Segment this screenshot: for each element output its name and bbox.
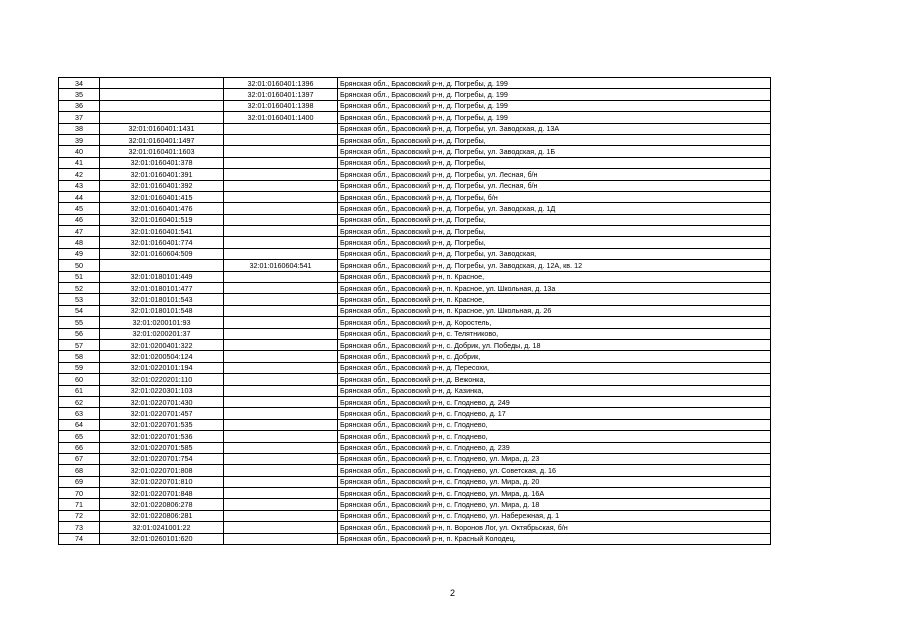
table-row — [59, 283, 771, 294]
address-cell: Брянская обл., Брасовский р-н, д. Пересохи, — [338, 362, 771, 373]
table-row — [59, 374, 771, 385]
address-cell: Брянская обл., Брасовский р-н, д. Вежонка, — [338, 374, 771, 385]
table-row — [59, 510, 771, 521]
address-cell: Брянская обл., Брасовский р-н, с. Глоднево, ул. Набережная, д. 1 — [338, 510, 771, 521]
table-row — [59, 317, 771, 328]
table-row — [59, 339, 771, 350]
related-cadastral-number-cell — [224, 533, 338, 544]
address-cell: Брянская обл., Брасовский р-н, с. Глоднево, д. 249 — [338, 396, 771, 407]
row-number-cell: 60 — [59, 374, 100, 385]
related-cadastral-number-cell — [224, 146, 338, 157]
cadastral-number-cell: 32:01:0160401:774 — [100, 237, 224, 248]
cadastral-number-cell: 32:01:0160401:1497 — [100, 134, 224, 145]
table-row — [59, 226, 771, 237]
row-number-cell: 70 — [59, 488, 100, 499]
row-number-cell: 41 — [59, 157, 100, 168]
address-cell: Брянская обл., Брасовский р-н, с. Глоднево, д. 239 — [338, 442, 771, 453]
table-row — [59, 431, 771, 442]
row-number-cell: 37 — [59, 112, 100, 123]
address-cell: Брянская обл., Брасовский р-н, п. Красное, — [338, 294, 771, 305]
row-number-cell: 72 — [59, 510, 100, 521]
row-number-cell: 73 — [59, 522, 100, 533]
address-cell: Брянская обл., Брасовский р-н, с. Добрик, — [338, 351, 771, 362]
page-number: 2 — [449, 588, 455, 598]
related-cadastral-number-cell: 32:01:0160604:541 — [224, 260, 338, 271]
related-cadastral-number-cell — [224, 419, 338, 430]
address-cell: Брянская обл., Брасовский р-н, д. Погребы, ул. Заводская, д. 1Б — [338, 146, 771, 157]
address-cell: Брянская обл., Брасовский р-н, с. Глоднево, — [338, 431, 771, 442]
row-number-cell: 39 — [59, 134, 100, 145]
related-cadastral-number-cell — [224, 248, 338, 259]
cadastral-number-cell: 32:01:0220701:810 — [100, 476, 224, 487]
cadastral-number-cell: 32:01:0220201:110 — [100, 374, 224, 385]
related-cadastral-number-cell — [224, 169, 338, 180]
cadastral-number-cell — [100, 100, 224, 111]
cadastral-number-cell: 32:01:0160401:392 — [100, 180, 224, 191]
cadastral-number-cell: 32:01:0160401:1603 — [100, 146, 224, 157]
cadastral-number-cell: 32:01:0160401:415 — [100, 191, 224, 202]
related-cadastral-number-cell — [224, 123, 338, 134]
row-number-cell: 34 — [59, 78, 100, 89]
related-cadastral-number-cell — [224, 351, 338, 362]
row-number-cell: 56 — [59, 328, 100, 339]
address-cell: Брянская обл., Брасовский р-н, д. Погребы, ул. Заводская, д. 1Д — [338, 203, 771, 214]
row-number-cell: 52 — [59, 283, 100, 294]
table-row — [59, 78, 771, 89]
row-number-cell: 58 — [59, 351, 100, 362]
related-cadastral-number-cell — [224, 157, 338, 168]
table-row — [59, 396, 771, 407]
cadastral-number-cell: 32:01:0220806:281 — [100, 510, 224, 521]
address-cell: Брянская обл., Брасовский р-н, п. Красный Колодец, — [338, 533, 771, 544]
address-cell: Брянская обл., Брасовский р-н, с. Глоднево, — [338, 419, 771, 430]
related-cadastral-number-cell — [224, 408, 338, 419]
address-cell: Брянская обл., Брасовский р-н, п. Красное, ул. Школьная, д. 13а — [338, 283, 771, 294]
address-cell: Брянская обл., Брасовский р-н, д. Погребы, д. 199 — [338, 78, 771, 89]
table-row — [59, 203, 771, 214]
cadastral-number-cell: 32:01:0220806:278 — [100, 499, 224, 510]
cadastral-number-cell: 32:01:0220301:103 — [100, 385, 224, 396]
related-cadastral-number-cell — [224, 510, 338, 521]
table-row — [59, 89, 771, 100]
row-number-cell: 40 — [59, 146, 100, 157]
related-cadastral-number-cell — [224, 294, 338, 305]
address-cell: Брянская обл., Брасовский р-н, д. Погребы, ул. Заводская, д. 13А — [338, 123, 771, 134]
related-cadastral-number-cell — [224, 237, 338, 248]
address-cell: Брянская обл., Брасовский р-н, с. Глоднево, ул. Мира, д. 18 — [338, 499, 771, 510]
address-cell: Брянская обл., Брасовский р-н, д. Погребы, д. 199 — [338, 112, 771, 123]
row-number-cell: 53 — [59, 294, 100, 305]
table-row — [59, 112, 771, 123]
cadastral-number-cell: 32:01:0260101:620 — [100, 533, 224, 544]
cadastral-number-cell: 32:01:0220701:754 — [100, 453, 224, 464]
related-cadastral-number-cell — [224, 465, 338, 476]
related-cadastral-number-cell — [224, 396, 338, 407]
table-row — [59, 533, 771, 544]
related-cadastral-number-cell — [224, 453, 338, 464]
table-row — [59, 157, 771, 168]
cadastral-number-cell — [100, 89, 224, 100]
table-row — [59, 465, 771, 476]
related-cadastral-number-cell — [224, 180, 338, 191]
table-row — [59, 123, 771, 134]
row-number-cell: 62 — [59, 396, 100, 407]
related-cadastral-number-cell — [224, 134, 338, 145]
related-cadastral-number-cell — [224, 226, 338, 237]
related-cadastral-number-cell — [224, 385, 338, 396]
row-number-cell: 65 — [59, 431, 100, 442]
related-cadastral-number-cell — [224, 271, 338, 282]
row-number-cell: 71 — [59, 499, 100, 510]
row-number-cell: 50 — [59, 260, 100, 271]
related-cadastral-number-cell — [224, 305, 338, 316]
related-cadastral-number-cell — [224, 442, 338, 453]
address-cell: Брянская обл., Брасовский р-н, д. Погребы, д. 199 — [338, 100, 771, 111]
table-row — [59, 305, 771, 316]
related-cadastral-number-cell — [224, 499, 338, 510]
cadastral-number-cell: 32:01:0180101:548 — [100, 305, 224, 316]
table-row — [59, 294, 771, 305]
address-cell: Брянская обл., Брасовский р-н, с. Глоднево, ул. Мира, д. 20 — [338, 476, 771, 487]
table-row — [59, 169, 771, 180]
related-cadastral-number-cell — [224, 283, 338, 294]
cadastral-number-cell: 32:01:0220701:585 — [100, 442, 224, 453]
related-cadastral-number-cell: 32:01:0160401:1398 — [224, 100, 338, 111]
row-number-cell: 45 — [59, 203, 100, 214]
address-cell: Брянская обл., Брасовский р-н, д. Погребы, д. 199 — [338, 89, 771, 100]
address-cell: Брянская обл., Брасовский р-н, п. Воронов Лог, ул. Октябрьская, б/н — [338, 522, 771, 533]
cadastral-number-cell: 32:01:0160401:541 — [100, 226, 224, 237]
cadastral-number-cell: 32:01:0220701:457 — [100, 408, 224, 419]
address-cell: Брянская обл., Брасовский р-н, с. Глоднево, ул. Мира, д. 16А — [338, 488, 771, 499]
table-row — [59, 134, 771, 145]
table-row — [59, 248, 771, 259]
table-row — [59, 180, 771, 191]
table-row — [59, 419, 771, 430]
related-cadastral-number-cell — [224, 522, 338, 533]
cadastral-number-cell: 32:01:0160401:391 — [100, 169, 224, 180]
cadastral-number-cell — [100, 260, 224, 271]
cadastral-number-cell: 32:01:0180101:543 — [100, 294, 224, 305]
row-number-cell: 38 — [59, 123, 100, 134]
cadastral-number-cell: 32:01:0200401:322 — [100, 339, 224, 350]
row-number-cell: 42 — [59, 169, 100, 180]
cadastral-number-cell: 32:01:0160401:1431 — [100, 123, 224, 134]
address-cell: Брянская обл., Брасовский р-н, д. Коростель, — [338, 317, 771, 328]
property-table-body — [59, 78, 771, 545]
cadastral-number-cell: 32:01:0220701:430 — [100, 396, 224, 407]
row-number-cell: 35 — [59, 89, 100, 100]
table-row — [59, 214, 771, 225]
table-row — [59, 499, 771, 510]
address-cell: Брянская обл., Брасовский р-н, д. Погребы, — [338, 226, 771, 237]
related-cadastral-number-cell — [224, 431, 338, 442]
address-cell: Брянская обл., Брасовский р-н, д. Казинка, — [338, 385, 771, 396]
row-number-cell: 69 — [59, 476, 100, 487]
related-cadastral-number-cell — [224, 339, 338, 350]
row-number-cell: 66 — [59, 442, 100, 453]
cadastral-number-cell: 32:01:0220701:808 — [100, 465, 224, 476]
related-cadastral-number-cell — [224, 191, 338, 202]
address-cell: Брянская обл., Брасовский р-н, д. Погребы, — [338, 134, 771, 145]
cadastral-number-cell — [100, 78, 224, 89]
cadastral-number-cell: 32:01:0220101:194 — [100, 362, 224, 373]
related-cadastral-number-cell — [224, 328, 338, 339]
property-table — [58, 77, 771, 545]
cadastral-number-cell: 32:01:0160401:476 — [100, 203, 224, 214]
cadastral-number-cell: 32:01:0160401:378 — [100, 157, 224, 168]
address-cell: Брянская обл., Брасовский р-н, д. Погребы, — [338, 157, 771, 168]
table-row — [59, 362, 771, 373]
table-row — [59, 385, 771, 396]
related-cadastral-number-cell: 32:01:0160401:1396 — [224, 78, 338, 89]
address-cell: Брянская обл., Брасовский р-н, с. Телятниково, — [338, 328, 771, 339]
row-number-cell: 48 — [59, 237, 100, 248]
address-cell: Брянская обл., Брасовский р-н, с. Добрик, ул. Победы, д. 18 — [338, 339, 771, 350]
row-number-cell: 49 — [59, 248, 100, 259]
related-cadastral-number-cell: 32:01:0160401:1397 — [224, 89, 338, 100]
table-row — [59, 442, 771, 453]
address-cell: Брянская обл., Брасовский р-н, д. Погребы, б/н — [338, 191, 771, 202]
address-cell: Брянская обл., Брасовский р-н, д. Погребы, — [338, 237, 771, 248]
related-cadastral-number-cell — [224, 317, 338, 328]
cadastral-number-cell — [100, 112, 224, 123]
related-cadastral-number-cell: 32:01:0160401:1400 — [224, 112, 338, 123]
cadastral-number-cell: 32:01:0180101:477 — [100, 283, 224, 294]
address-cell: Брянская обл., Брасовский р-н, д. Погребы, — [338, 214, 771, 225]
table-row — [59, 476, 771, 487]
table-row — [59, 146, 771, 157]
row-number-cell: 64 — [59, 419, 100, 430]
cadastral-number-cell: 32:01:0160401:519 — [100, 214, 224, 225]
address-cell: Брянская обл., Брасовский р-н, д. Погребы, ул. Заводская, д. 12А, кв. 12 — [338, 260, 771, 271]
address-cell: Брянская обл., Брасовский р-н, п. Красное, ул. Школьная, д. 26 — [338, 305, 771, 316]
cadastral-number-cell: 32:01:0241001:22 — [100, 522, 224, 533]
cadastral-number-cell: 32:01:0180101:449 — [100, 271, 224, 282]
related-cadastral-number-cell — [224, 374, 338, 385]
related-cadastral-number-cell — [224, 488, 338, 499]
cadastral-number-cell: 32:01:0220701:535 — [100, 419, 224, 430]
row-number-cell: 63 — [59, 408, 100, 419]
cadastral-number-cell: 32:01:0220701:848 — [100, 488, 224, 499]
table-row — [59, 237, 771, 248]
table-row — [59, 351, 771, 362]
address-cell: Брянская обл., Брасовский р-н, с. Глоднево, ул. Мира, д. 23 — [338, 453, 771, 464]
row-number-cell: 74 — [59, 533, 100, 544]
row-number-cell: 67 — [59, 453, 100, 464]
address-cell: Брянская обл., Брасовский р-н, п. Красное, — [338, 271, 771, 282]
row-number-cell: 55 — [59, 317, 100, 328]
address-cell: Брянская обл., Брасовский р-н, с. Глоднево, ул. Советская, д. 16 — [338, 465, 771, 476]
address-cell: Брянская обл., Брасовский р-н, с. Глоднево, д. 17 — [338, 408, 771, 419]
related-cadastral-number-cell — [224, 203, 338, 214]
cadastral-number-cell: 32:01:0200101:93 — [100, 317, 224, 328]
row-number-cell: 54 — [59, 305, 100, 316]
table-row — [59, 453, 771, 464]
table-row — [59, 100, 771, 111]
row-number-cell: 68 — [59, 465, 100, 476]
table-row — [59, 328, 771, 339]
cadastral-number-cell: 32:01:0220701:536 — [100, 431, 224, 442]
table-row — [59, 522, 771, 533]
related-cadastral-number-cell — [224, 362, 338, 373]
row-number-cell: 57 — [59, 339, 100, 350]
table-row — [59, 191, 771, 202]
related-cadastral-number-cell — [224, 214, 338, 225]
table-row — [59, 408, 771, 419]
row-number-cell: 59 — [59, 362, 100, 373]
row-number-cell: 51 — [59, 271, 100, 282]
row-number-cell: 47 — [59, 226, 100, 237]
row-number-cell: 44 — [59, 191, 100, 202]
row-number-cell: 46 — [59, 214, 100, 225]
row-number-cell: 43 — [59, 180, 100, 191]
address-cell: Брянская обл., Брасовский р-н, д. Погребы, ул. Лесная, б/н — [338, 180, 771, 191]
row-number-cell: 61 — [59, 385, 100, 396]
row-number-cell: 36 — [59, 100, 100, 111]
table-row — [59, 271, 771, 282]
address-cell: Брянская обл., Брасовский р-н, д. Погребы, ул. Лесная, б/н — [338, 169, 771, 180]
related-cadastral-number-cell — [224, 476, 338, 487]
cadastral-number-cell: 32:01:0160604:509 — [100, 248, 224, 259]
cadastral-number-cell: 32:01:0200504:124 — [100, 351, 224, 362]
address-cell: Брянская обл., Брасовский р-н, д. Погребы, ул. Заводская, — [338, 248, 771, 259]
cadastral-number-cell: 32:01:0200201:37 — [100, 328, 224, 339]
table-row — [59, 260, 771, 271]
table-row — [59, 488, 771, 499]
